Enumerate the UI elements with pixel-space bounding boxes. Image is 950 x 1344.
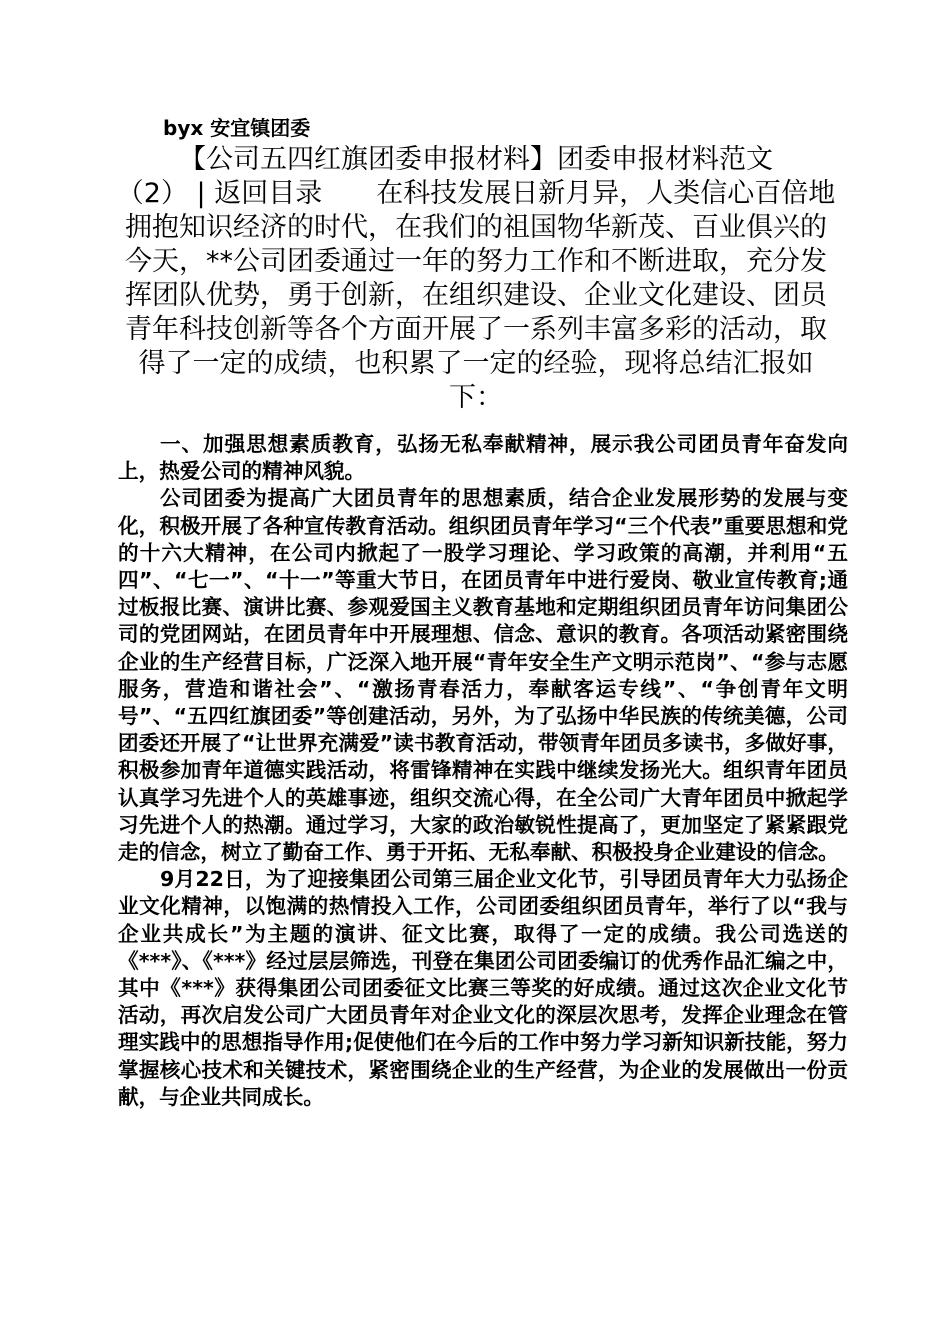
document-body [118, 431, 848, 1111]
document-title: 【公司五四红旗团委申报材料】团委申报材料范文 [179, 144, 773, 175]
document-intro [112, 143, 840, 415]
body-paragraph: 9月22日，为了迎接集团公司第三届企业文化节，引导团员青年大力弘扬企业文化精神，以饱满的热情投入工作，公司团委组织团员青年，举行了以“我与企业共成长”为主题的演讲、征文比赛，取得了一定的成绩。我公司选送的《***》、《***》经过层层筛选，刊登在集团公司团委编订的优秀作品汇编之中，其中《***》获得集团公司团委征文比赛三等奖的好成绩。通过这次企业文化节活动，再次启发公司广大团员青年对企业文化的深层次思考，发挥企业理念在管理实践中的思想指导作用;促使他们在今后的工作中努力学习新知识新技能，努力掌握核心技术和关键技术，紧密围绕企业的生产经营，为企业的发展做出一份贡献，与企业共同成长。 [118, 867, 848, 1109]
intro-text: （2） | 返回目录 在科技发展日新月异，人类信心百倍地拥抱知识经济的时代，在我们的祖国物华新茂、百业俱兴的今天，**公司团委通过一年的努力工作和不断进取，充分发挥团队优势，勇于创新，在组织建设、企业文化建设、团员青年科技创新等各个方面开展了一系列丰富多彩的活动，取得了一定的成绩，也积累了一定的经验，现将总结汇报如下： [116, 178, 836, 413]
body-paragraph: 公司团委为提高广大团员青年的思想素质，结合企业发展形势的发展与变化，积极开展了各种宣传教育活动。组织团员青年学习“三个代表”重要思想和党的十六大精神，在公司内掀起了一股学习理论、学习政策的高潮，并利用“五四”、“七一”、“十一”等重大节日，在团员青年中进行爱岗、敬业宣传教育;通过板报比赛、演讲比赛、参观爱国主义教育基地和定期组织团员青年访问集团公司的党团网站，在团员青年中开展理想、信念、意识的教育。各项活动紧密围绕企业的生产经营目标，广泛深入地开展“青年安全生产文明示范岗”、“参与志愿服务，营造和谐社会”、“激扬青春活力，奉献客运专线”、“争创青年文明号”、“五四红旗团委”等创建活动，另外，为了弘扬中华民族的传统美德，公司团委还开展了“让世界充满爱”读书教育活动，带领青年团员多读书，多做好事，积极参加青年道德实践活动，将雷锋精神在实践中继续发扬光大。组织青年团员认真学习先进个人的英雄事迹，组织交流心得，在全公司广大青年团员中掀起学习先进个人的热潮。通过学习，大家的政治敏锐性提高了，更加坚定了紧紧跟党走的信念，树立了勤奋工作、勇于开拓、无私奉献、积极投身企业建设的信念。 [118, 486, 848, 865]
section-heading-paragraph: 一、加强思想素质教育，弘扬无私奉献精神，展示我公司团员青年奋发向上，热爱公司的精神风貌。 [118, 432, 848, 484]
author-line: byx 安宜镇团委 [163, 116, 311, 140]
